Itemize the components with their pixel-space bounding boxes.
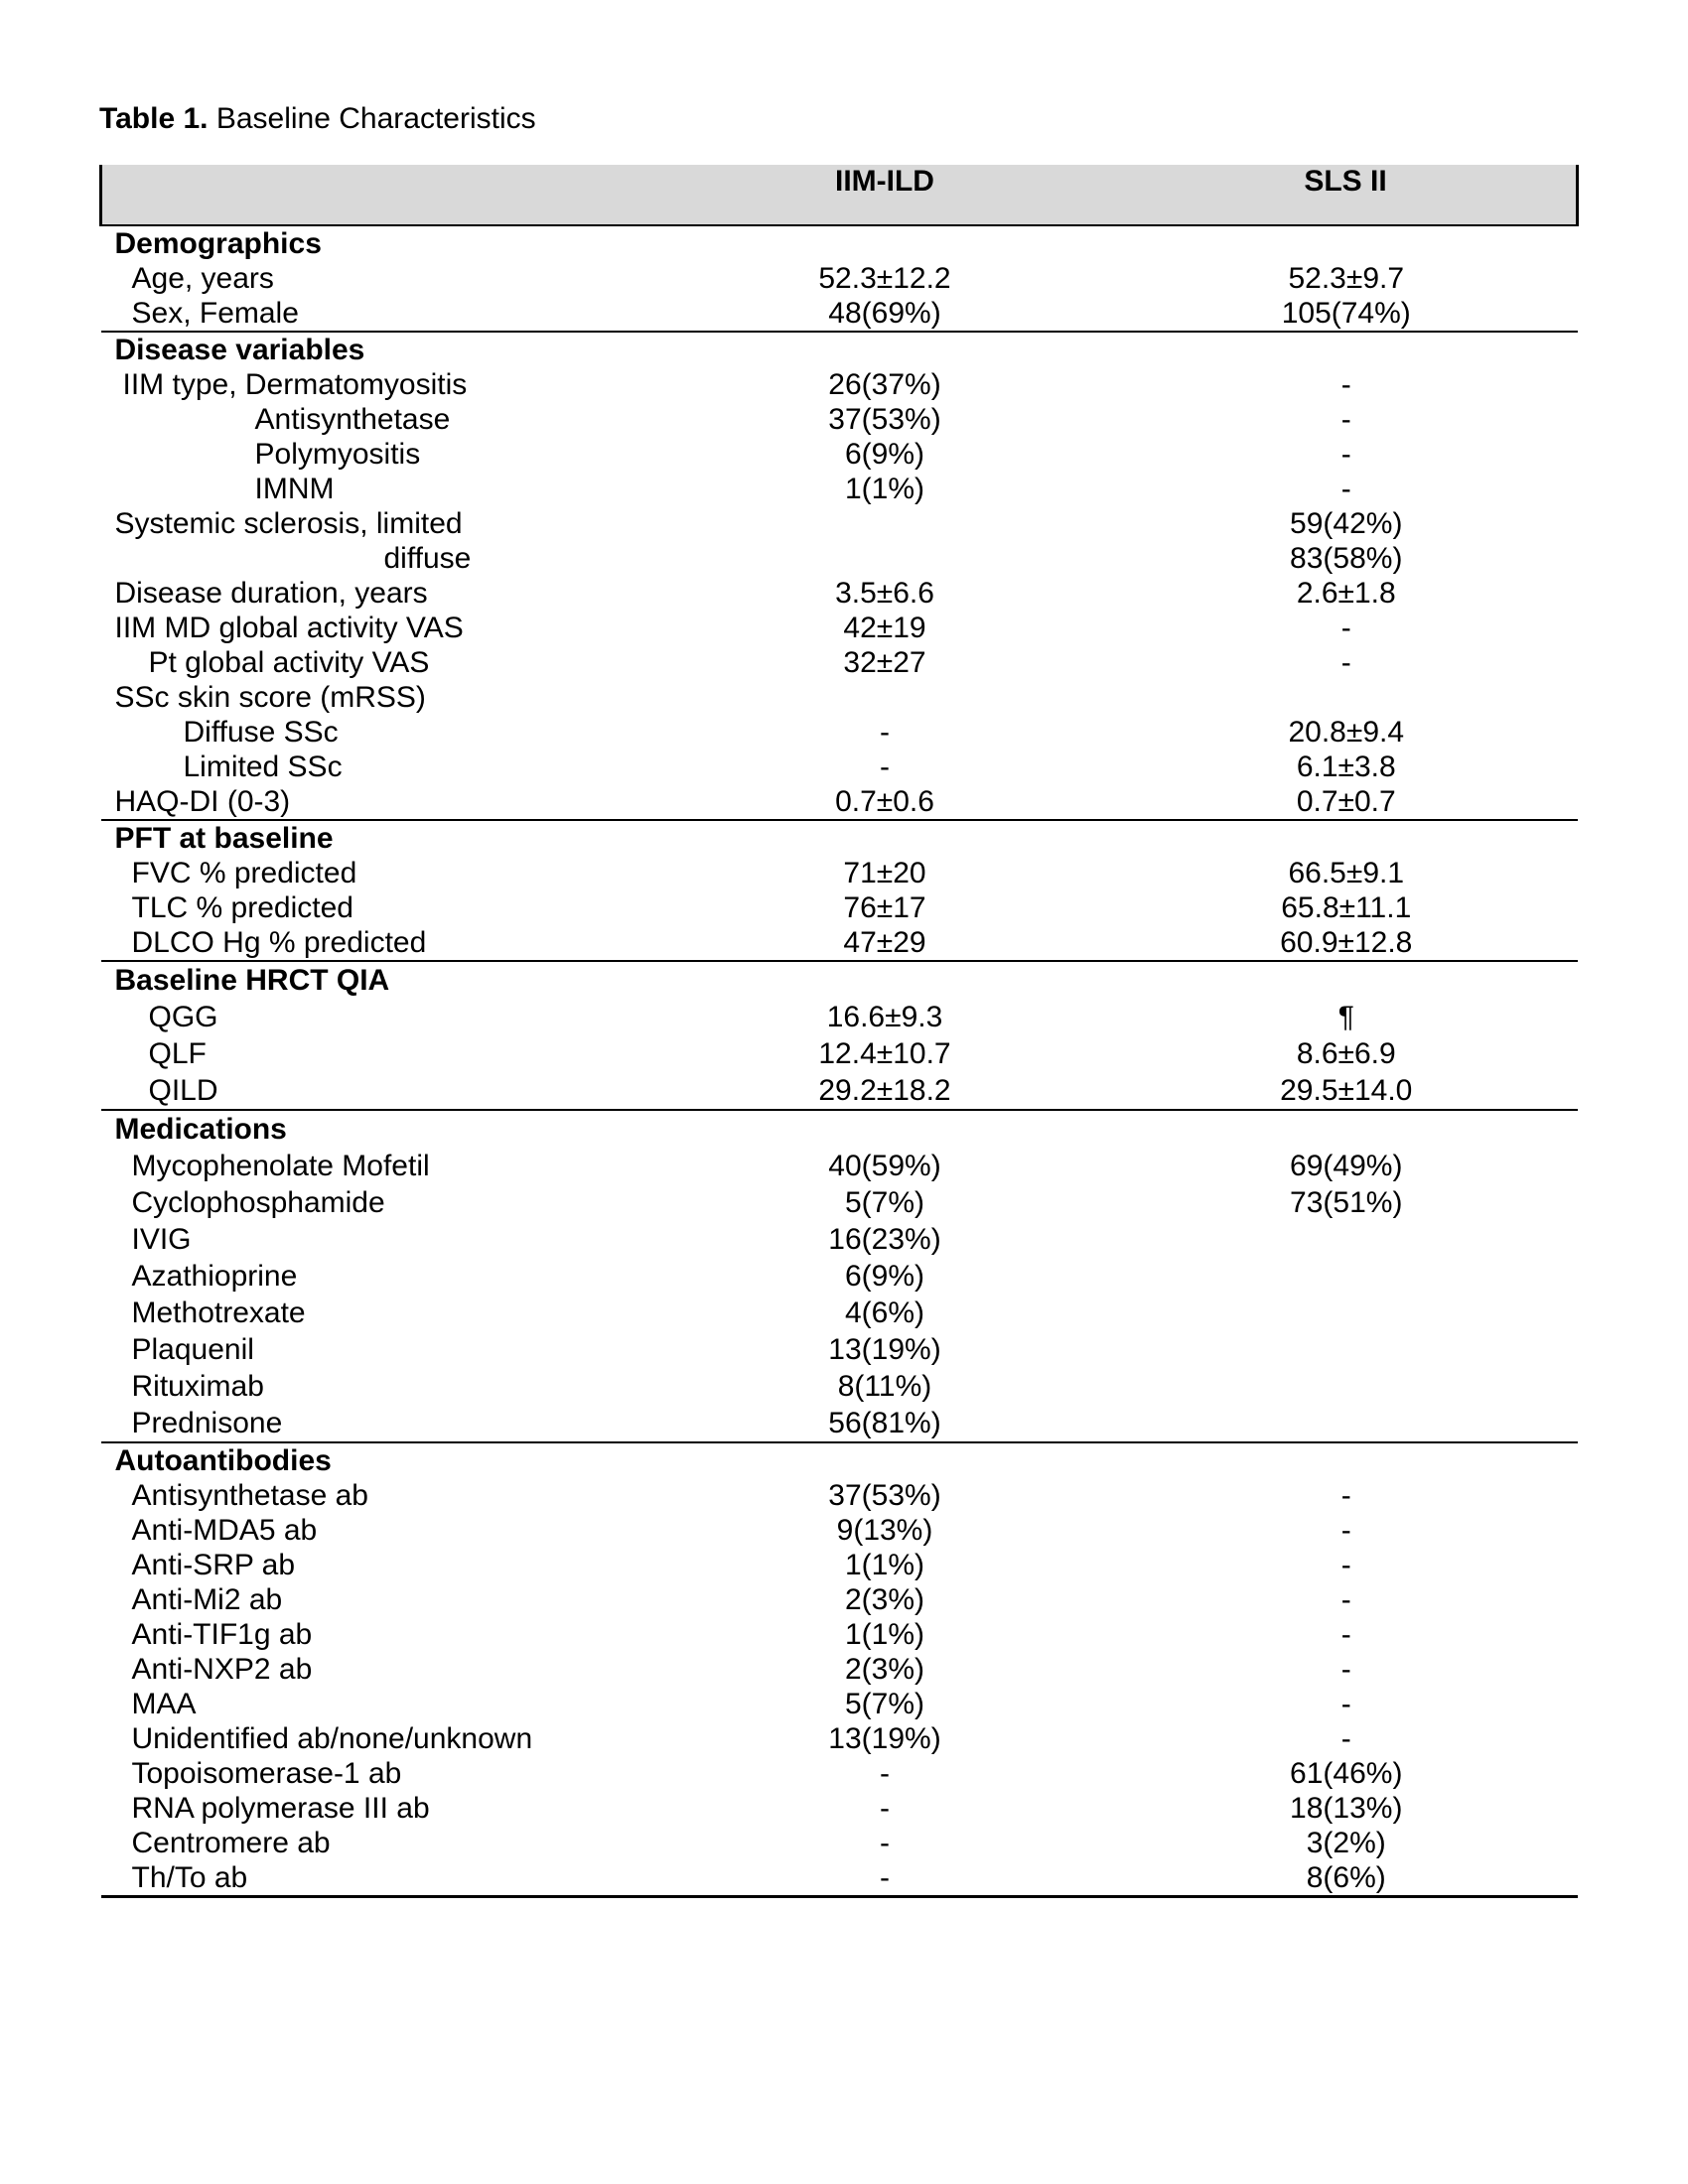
row-label: Diffuse SSc <box>183 716 339 749</box>
section-header: Demographics <box>114 227 322 260</box>
iim-ild-value: 9(13%) <box>836 1514 933 1547</box>
row-label: Centromere ab <box>131 1827 331 1859</box>
iim-ild-value: - <box>880 716 890 749</box>
blank-spacer <box>654 226 1115 261</box>
row-label: TLC % predicted <box>131 891 353 924</box>
sls-ii-value: 83(58%) <box>1290 542 1403 575</box>
sls-ii-value: - <box>1340 1653 1351 1686</box>
row-label: RNA polymerase III ab <box>131 1792 430 1825</box>
row-label: HAQ-DI (0-3) <box>114 785 291 818</box>
row-label: FVC % predicted <box>131 857 357 889</box>
section-iim-ild-cell <box>654 225 1115 332</box>
row-label: Azathioprine <box>131 1260 298 1293</box>
sls-ii-value: 105(74%) <box>1281 297 1411 330</box>
row-label: Anti-NXP2 ab <box>131 1653 313 1686</box>
row-label: Antisynthetase ab <box>131 1479 368 1512</box>
sls-ii-value <box>1115 1221 1578 1258</box>
row-label: Topoisomerase-1 ab <box>131 1757 402 1790</box>
section-labels-cell <box>101 1110 655 1442</box>
iim-ild-value: 26(37%) <box>828 368 941 401</box>
sls-ii-value: 18(13%) <box>1290 1792 1403 1825</box>
sls-ii-value: 65.8±11.1 <box>1281 891 1412 924</box>
iim-ild-value: 13(19%) <box>828 1722 941 1755</box>
row-label: MAA <box>131 1688 197 1720</box>
section-iim-ild-cell <box>654 961 1115 1110</box>
row-label: Systemic sclerosis, limited <box>114 507 463 540</box>
table-title <box>99 99 536 139</box>
row-label: Anti-SRP ab <box>131 1549 296 1581</box>
iim-ild-value: 40(59%) <box>828 1150 941 1182</box>
sls-ii-value: - <box>1340 438 1351 471</box>
sls-ii-value: - <box>1340 1514 1351 1547</box>
row-label: Methotrexate <box>131 1297 306 1329</box>
sls-ii-value <box>1115 1368 1578 1405</box>
row-label: IMNM <box>254 473 335 505</box>
blank-spacer <box>654 1443 1115 1478</box>
sls-ii-value: 73(51%) <box>1290 1186 1403 1219</box>
iim-ild-value: 16.6±9.3 <box>826 1001 943 1033</box>
sls-ii-value: - <box>1340 1688 1351 1720</box>
sls-ii-value: 20.8±9.4 <box>1288 716 1405 749</box>
sls-ii-value: 8(6%) <box>1306 1861 1386 1894</box>
blank-spacer <box>654 821 1115 856</box>
row-label: Prednisone <box>131 1407 283 1439</box>
sls-ii-value: - <box>1340 473 1351 505</box>
blank-spacer <box>1115 226 1578 261</box>
blank-spacer <box>1115 1111 1578 1148</box>
sls-ii-value: - <box>1340 1583 1351 1616</box>
column-header-label <box>101 165 655 225</box>
iim-ild-value: - <box>880 1827 890 1859</box>
blank-spacer <box>654 962 1115 999</box>
section-iim-ild-cell <box>654 1110 1115 1442</box>
row-label: Anti-Mi2 ab <box>131 1583 283 1616</box>
row-label: Unidentified ab/none/unknown <box>131 1722 533 1755</box>
iim-ild-value: 37(53%) <box>828 1479 941 1512</box>
iim-ild-value: 5(7%) <box>844 1186 925 1219</box>
sls-ii-value: 60.9±12.8 <box>1280 926 1413 959</box>
section-labels-cell <box>101 961 655 1110</box>
blank-spacer <box>1115 962 1578 999</box>
section-header: Autoantibodies <box>114 1444 332 1477</box>
table-number: Table 1. <box>99 102 209 135</box>
iim-ild-value: 6(9%) <box>844 1260 925 1293</box>
section-iim-ild-cell <box>654 820 1115 961</box>
sls-ii-value: 69(49%) <box>1290 1150 1403 1182</box>
sls-ii-value: 8.6±6.9 <box>1296 1037 1396 1070</box>
sls-ii-value: 0.7±0.7 <box>1296 785 1396 818</box>
column-header-iim-ild: IIM-ILD <box>654 165 1115 225</box>
iim-ild-value: - <box>880 1792 890 1825</box>
section-header: Baseline HRCT QIA <box>114 964 390 997</box>
blank-spacer <box>654 333 1115 367</box>
section-sls-ii-cell <box>1115 820 1578 961</box>
row-label: diffuse <box>383 542 472 575</box>
iim-ild-value: 71±20 <box>843 857 926 889</box>
row-label: Limited SSc <box>183 751 343 783</box>
iim-ild-value <box>654 680 1115 715</box>
row-label: DLCO Hg % predicted <box>131 926 427 959</box>
iim-ild-value: 37(53%) <box>828 403 941 436</box>
sls-ii-value: - <box>1340 1722 1351 1755</box>
sls-ii-value: - <box>1340 612 1351 644</box>
section-sls-ii-cell <box>1115 1442 1578 1897</box>
table-section <box>101 1110 1578 1442</box>
row-label: SSc skin score (mRSS) <box>114 681 426 714</box>
table-caption: Baseline Characteristics <box>208 102 536 135</box>
sls-ii-value <box>1115 1331 1578 1368</box>
column-header-sls-ii: SLS II <box>1115 165 1578 225</box>
table-section <box>101 225 1578 332</box>
iim-ild-value: 3.5±6.6 <box>835 577 934 610</box>
sls-ii-value: 61(46%) <box>1290 1757 1403 1790</box>
iim-ild-value: 2(3%) <box>844 1583 925 1616</box>
sls-ii-value: - <box>1340 1479 1351 1512</box>
row-label: Anti-MDA5 ab <box>131 1514 318 1547</box>
sls-ii-value <box>1115 1405 1578 1441</box>
sls-ii-value <box>1115 680 1578 715</box>
table-section <box>101 961 1578 1110</box>
section-labels-cell <box>101 820 655 961</box>
row-label: Anti-TIF1g ab <box>131 1618 313 1651</box>
section-sls-ii-cell <box>1115 332 1578 820</box>
blank-spacer <box>1115 1443 1578 1478</box>
iim-ild-value: - <box>880 1861 890 1894</box>
section-labels-cell <box>101 1442 655 1897</box>
iim-ild-value: 13(19%) <box>828 1333 941 1366</box>
sls-ii-value: - <box>1340 368 1351 401</box>
sls-ii-value: 66.5±9.1 <box>1288 857 1405 889</box>
section-iim-ild-cell <box>654 332 1115 820</box>
section-sls-ii-cell <box>1115 225 1578 332</box>
row-label: QGG <box>148 1001 218 1033</box>
row-label: Polymyositis <box>254 438 421 471</box>
section-sls-ii-cell <box>1115 961 1578 1110</box>
iim-ild-value <box>654 541 1115 576</box>
table-header-row <box>101 165 1578 225</box>
row-label: Disease duration, years <box>114 577 428 610</box>
row-label: Cyclophosphamide <box>131 1186 385 1219</box>
table-section <box>101 332 1578 820</box>
row-label: IVIG <box>131 1223 192 1256</box>
iim-ild-value: 1(1%) <box>844 473 925 505</box>
table-section <box>101 820 1578 961</box>
iim-ild-value: 8(11%) <box>837 1370 932 1403</box>
iim-ild-value: 4(6%) <box>844 1297 925 1329</box>
row-label: Sex, Female <box>131 297 299 330</box>
sls-ii-value <box>1115 1295 1578 1331</box>
sls-ii-value: 2.6±1.8 <box>1296 577 1396 610</box>
iim-ild-value <box>654 506 1115 541</box>
section-iim-ild-cell <box>654 1442 1115 1897</box>
iim-ild-value: - <box>880 1757 890 1790</box>
iim-ild-value: 5(7%) <box>844 1688 925 1720</box>
iim-ild-value: 48(69%) <box>828 297 941 330</box>
sls-ii-value: 3(2%) <box>1306 1827 1386 1859</box>
section-header: PFT at baseline <box>114 822 334 855</box>
baseline-characteristics-table <box>99 165 1579 1898</box>
iim-ild-value: 2(3%) <box>844 1653 925 1686</box>
iim-ild-value: 56(81%) <box>828 1407 941 1439</box>
section-header: Medications <box>114 1113 287 1146</box>
iim-ild-value: 52.3±12.2 <box>818 262 951 295</box>
iim-ild-value: - <box>880 751 890 783</box>
sls-ii-value: 29.5±14.0 <box>1280 1074 1413 1107</box>
iim-ild-value: 0.7±0.6 <box>835 785 934 818</box>
section-labels-cell <box>101 332 655 820</box>
row-label: Pt global activity VAS <box>148 646 430 679</box>
iim-ild-value: 12.4±10.7 <box>818 1037 951 1070</box>
sls-ii-value: 6.1±3.8 <box>1296 751 1396 783</box>
section-header: Disease variables <box>114 334 365 366</box>
iim-ild-value: 6(9%) <box>844 438 925 471</box>
sls-ii-value <box>1115 1258 1578 1295</box>
sls-ii-value: 52.3±9.7 <box>1288 262 1405 295</box>
iim-ild-value: 42±19 <box>843 612 926 644</box>
blank-spacer <box>654 1111 1115 1148</box>
sls-ii-value: - <box>1340 1549 1351 1581</box>
row-label: IIM MD global activity VAS <box>114 612 464 644</box>
row-label: Mycophenolate Mofetil <box>131 1150 430 1182</box>
row-label: QILD <box>148 1074 218 1107</box>
row-label: Age, years <box>131 262 274 295</box>
iim-ild-value: 16(23%) <box>828 1223 941 1256</box>
row-label: Antisynthetase <box>254 403 451 436</box>
iim-ild-value: 47±29 <box>843 926 926 959</box>
sls-ii-value: ¶ <box>1337 1001 1354 1033</box>
row-label: Rituximab <box>131 1370 264 1403</box>
sls-ii-value: - <box>1340 403 1351 436</box>
blank-spacer <box>1115 333 1578 367</box>
section-labels-cell <box>101 225 655 332</box>
row-label: QLF <box>148 1037 207 1070</box>
iim-ild-value: 76±17 <box>843 891 926 924</box>
table-section <box>101 1442 1578 1897</box>
row-label: IIM type, Dermatomyositis <box>122 368 468 401</box>
iim-ild-value: 32±27 <box>843 646 926 679</box>
section-sls-ii-cell <box>1115 1110 1578 1442</box>
iim-ild-value: 1(1%) <box>844 1549 925 1581</box>
sls-ii-value: 59(42%) <box>1290 507 1403 540</box>
row-label: Plaquenil <box>131 1333 254 1366</box>
blank-spacer <box>1115 821 1578 856</box>
iim-ild-value: 29.2±18.2 <box>818 1074 951 1107</box>
row-label: Th/To ab <box>131 1861 248 1894</box>
sls-ii-value: - <box>1340 1618 1351 1651</box>
sls-ii-value: - <box>1340 646 1351 679</box>
iim-ild-value: 1(1%) <box>844 1618 925 1651</box>
